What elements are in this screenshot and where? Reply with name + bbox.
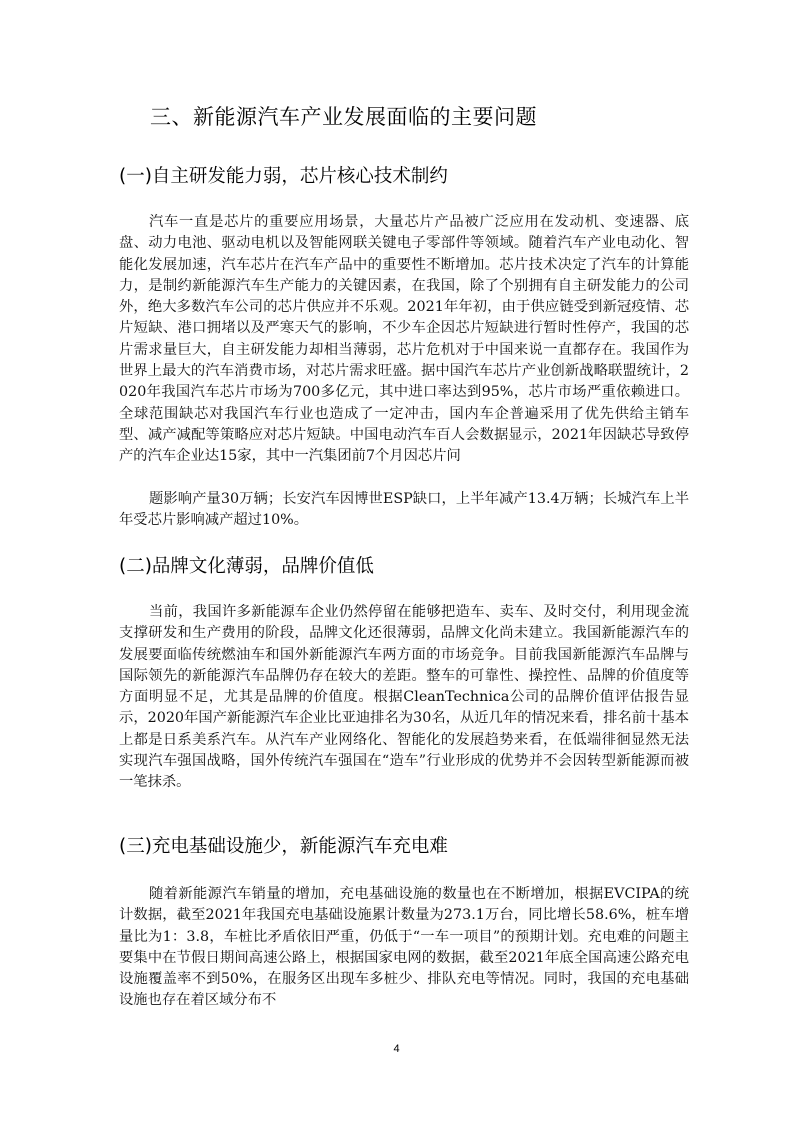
page-title: 三、新能源汽车产业发展面临的主要问题 — [150, 105, 537, 129]
section-2-paragraph-1: 当前，我国许多新能源车企业仍然停留在能够把造车、卖车、及时交付，利用现金流支撑研发和生产费用的阶段，品牌文化还很薄弱，品牌文化尚未建立。我国新能源汽车的发展要面临传统燃油车和国外新能源汽车两方面的市场竞争。目前我国新能源汽车品牌与国际领先的新能源汽车品牌仍存在较大的差距。整车的可靠性、操控性、品牌的价值度等方面明显不足，尤其是品牌的价值度。根据CleanTechnica公司的品牌价值评估报告显示，2020年国产新能源汽车企业比亚迪排名为30名，从近几年的情况来看，排名前十基本上都是日系美系汽车。从汽车产业网络化、智能化的发展趋势来看，在低端徘徊显然无法实现汽车强国战略，国外传统汽车强国在“造车”行业形成的优势并不会因转型新能源而被一笔抹杀。 — [119, 604, 689, 791]
section-1-paragraph-2: 题影响产量30万辆；长安汽车因博世ESP缺口，上半年减产13.4万辆；长城汽车上半年受芯片影响减产超过10%。 — [119, 491, 689, 529]
section-heading-2: (二)品牌文化薄弱，品牌价值低 — [119, 556, 374, 577]
section-heading-3: (三)充电基础设施少，新能源汽车充电难 — [119, 836, 448, 857]
section-1-paragraph-1: 汽车一直是芯片的重要应用场景，大量芯片产品被广泛应用在发动机、变速器、底盘、动力电池、驱动电机以及智能网联关键电子零部件等领域。随着汽车产业电动化、智能化发展加速，汽车芯片在汽车产品中的重要性不断增加。芯片技术决定了汽车的计算能力，是制约新能源汽车生产能力的关键因素，在我国，除了个别拥有自主研发能力的公司外，绝大多数汽车公司的芯片供应并不乐观。2021年年初，由于供应链受到新冠疫情、芯片短缺、港口拥堵以及严寒天气的影响，不少车企因芯片短缺进行暂时性停产，我国的芯片需求量巨大，自主研发能力却相当薄弱，芯片危机对于中国来说一直都存在。我国作为世界上最大的汽车消费市场，对芯片需求旺盛。据中国汽车芯片产业创新战略联盟统计，2020年我国汽车芯片市场为700多亿元，其中进口率达到95%，芯片市场严重依赖进口。全球范围缺芯对我国汽车行业也造成了一定冲击，国内车企普遍采用了优先供给主销车型、减产减配等策略应对芯片短缺。中国电动汽车百人会数据显示，2021年因缺芯导致停产的汽车企业达15家，其中一汽集团前7个月因芯片问 — [119, 214, 689, 465]
section-3-paragraph-1: 随着新能源汽车销量的增加，充电基础设施的数量也在不断增加，根据EVCIPA的统计数据，截至2021年我国充电基础设施累计数量为273.1万台，同比增长58.6%，桩车增量比为1：3.8，车桩比矛盾依旧严重，仍低于“一车一项目”的预期计划。充电难的问题主要集中在节假日期间高速公路上，根据国家电网的数据，截至2021年底全国高速公路充电设施覆盖率不到50%，在服务区出现车多桩少、排队充电等情况。同时，我国的充电基础设施也存在着区域分布不 — [119, 886, 689, 1009]
section-heading-1: (一)自主研发能力弱，芯片核心技术制约 — [119, 166, 448, 187]
page-number: 4 — [393, 1043, 400, 1055]
